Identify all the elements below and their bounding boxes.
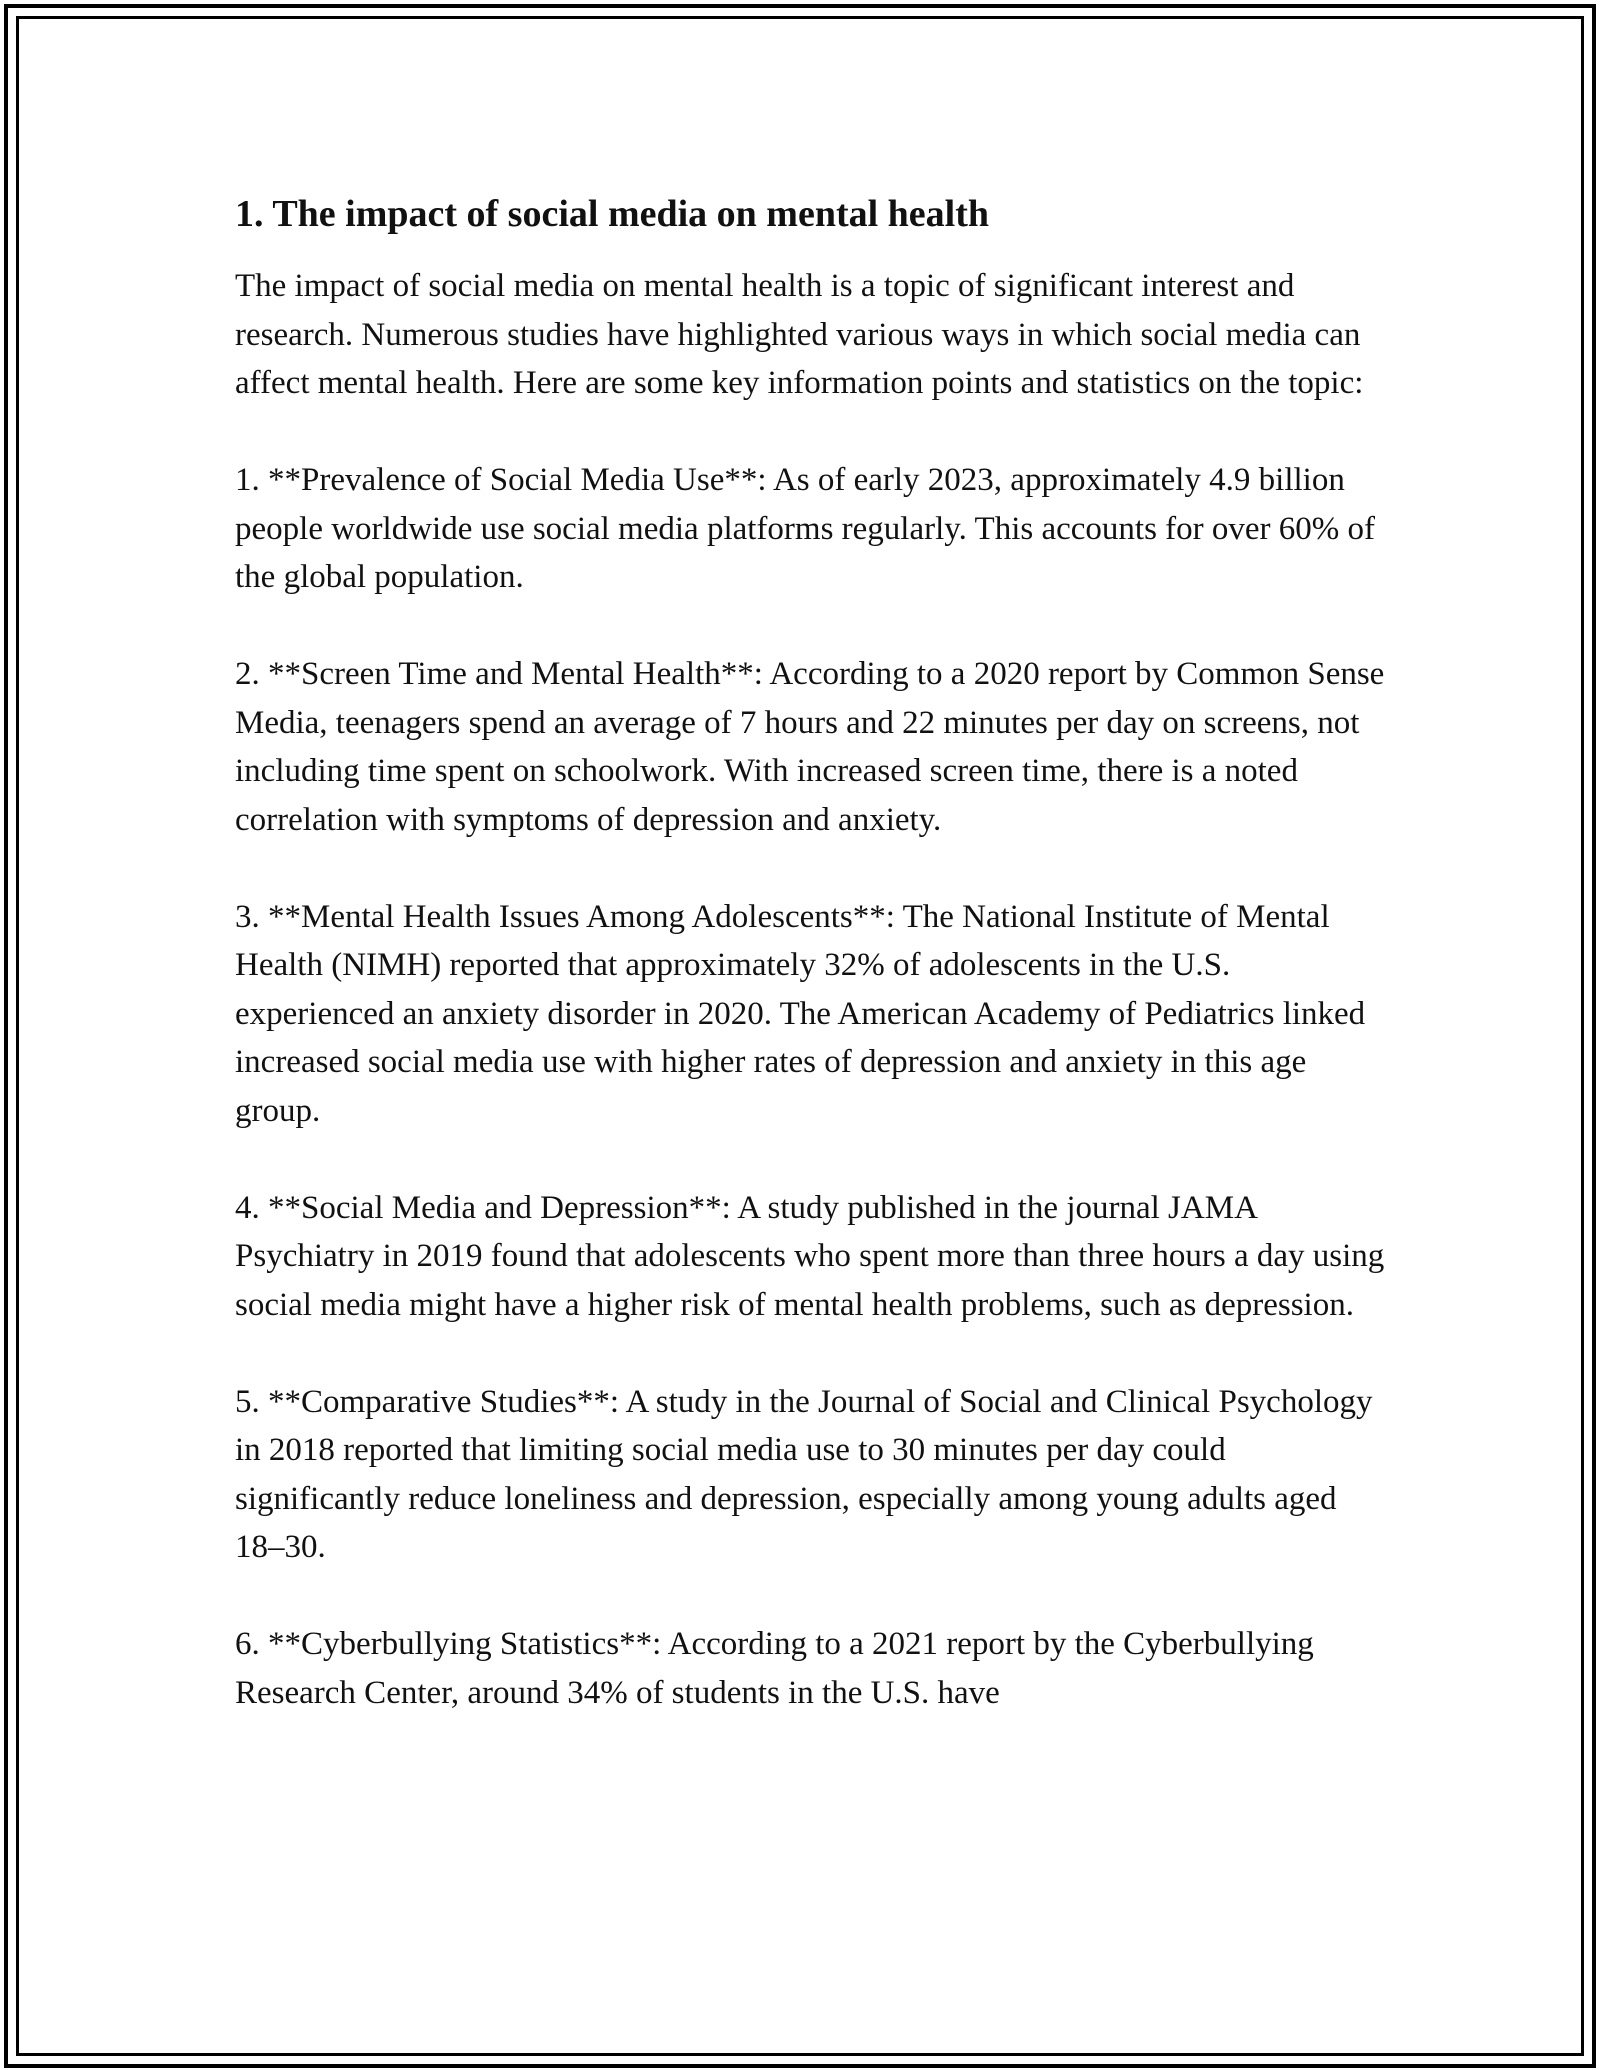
point-cyberbullying: 6. **Cyberbullying Statistics**: According to a 2021 report by the Cyberbullying Research Center, around 34% of students in the U.S. have xyxy=(235,1626,1314,1711)
document-body xyxy=(235,190,1385,1717)
point-screen-time: 2. **Screen Time and Mental Health**: According to a 2020 report by Common Sense Media, teenagers spend an average of 7 hours and 22 minutes per day on screens, not including time spent on schoolwork. With increased screen time, there is a noted correlation with symptoms of depression and anxiety. xyxy=(235,656,1385,838)
section-title: 1. The impact of social media on mental health xyxy=(235,193,990,235)
point-prevalence: 1. **Prevalence of Social Media Use**: As of early 2023, approximately 4.9 billion people worldwide use social media platforms regularly. This accounts for over 60% of the global population. xyxy=(235,462,1375,595)
point-depression: 4. **Social Media and Depression**: A study published in the journal JAMA Psychiatry in 2019 found that adolescents who spent more than three hours a day using social media might have a higher risk of mental health problems, such as depression. xyxy=(235,1189,1385,1323)
point-adolescents: 3. **Mental Health Issues Among Adolescents**: The National Institute of Mental Health (NIMH) reported that approximately 32% of adolescents in the U.S. experienced an anxiety disorder in 2020. The American Academy of Pediatrics linked increased social media use with higher rates of depression and anxiety in this age group. xyxy=(235,898,1366,1129)
point-comparative-studies: 5. **Comparative Studies**: A study in the Journal of Social and Clinical Psychology in 2018 reported that limiting social media use to 30 minutes per day could significantly reduce loneliness and depression, especially among young adults aged 18–30. xyxy=(235,1383,1373,1565)
intro-paragraph: The impact of social media on mental health is a topic of significant interest and research. Numerous studies have highlighted various ways in which social media can affect mental health. Here are some key information points and statistics on the topic: xyxy=(235,268,1364,401)
